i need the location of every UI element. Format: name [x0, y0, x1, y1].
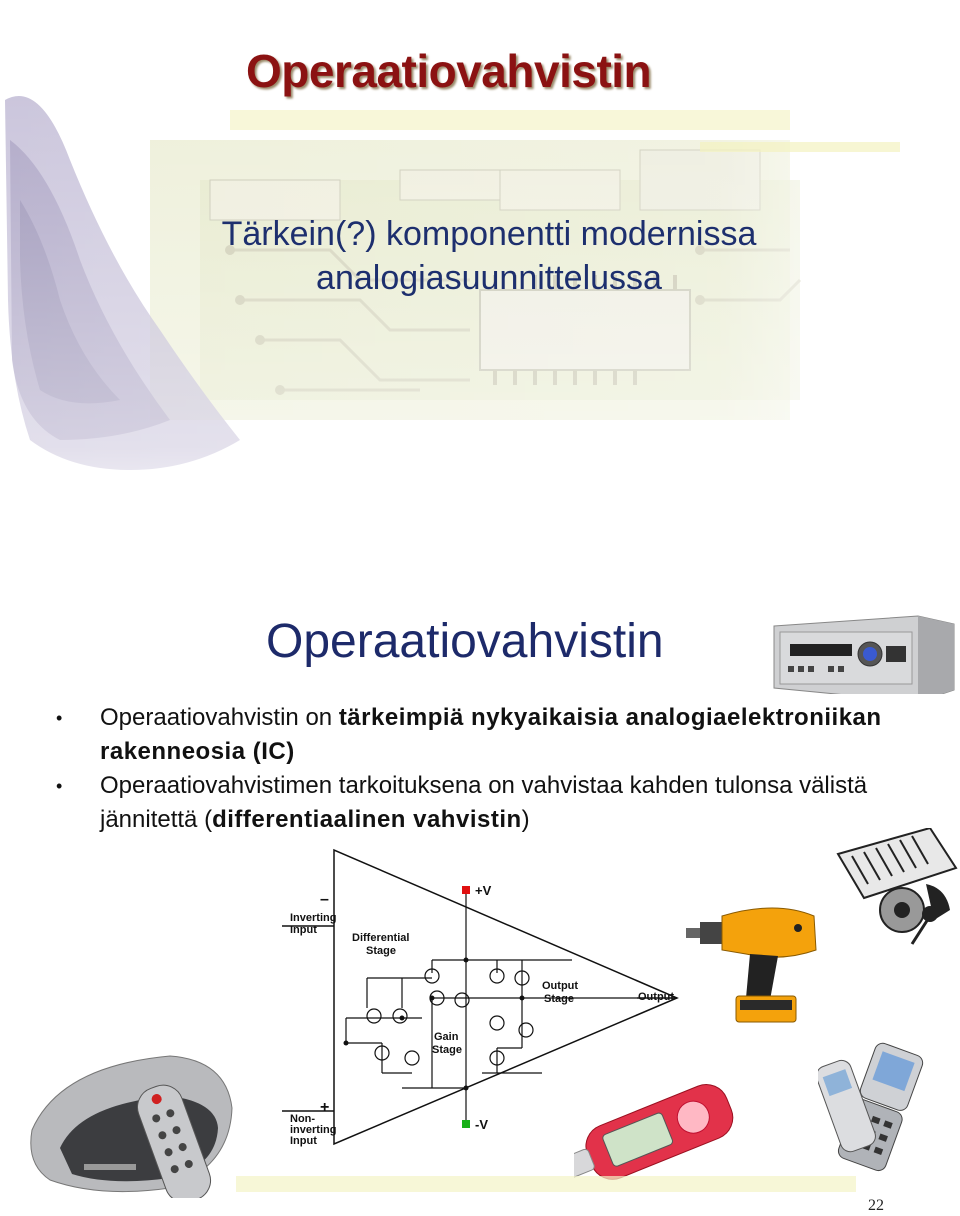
conference-phone-image: [20, 1048, 238, 1198]
mobile-phones-image: [818, 1040, 946, 1175]
bullet-item: • Operaatiovahvistin on tärkeimpiä nykyaikaisia analogiaelektroniikan rakenneosia (IC): [0, 701, 900, 769]
noninverting-label-1: Non-: [290, 1113, 316, 1125]
gain-stage-label-1: Gain: [434, 1031, 459, 1043]
output-stage-label-2: Stage: [544, 993, 574, 1005]
output-stage-label-1: Output: [542, 980, 579, 992]
slide-subtitle: [120, 212, 858, 300]
page-number: 22: [868, 1197, 884, 1214]
subtitle-line-1: Tärkein(?) komponentti modernissa: [221, 215, 757, 253]
decorative-band: [236, 1170, 876, 1200]
inverting-sign: –: [320, 891, 329, 908]
music-instruments-image: [834, 828, 960, 948]
differential-stage-label-2: Stage: [366, 945, 396, 957]
stereo-receiver-image: [768, 610, 958, 710]
bullet-item: • Operaatiovahvistimen tarkoituksena on vahvistaa kahden tulonsa välistä jännitettä (differentiaalinen vahvistin): [0, 769, 900, 837]
output-label: Output: [638, 991, 675, 1003]
negative-rail-marker: [462, 1120, 470, 1128]
inverting-label-1: Inverting: [290, 912, 337, 924]
differential-stage-label-1: Differential: [352, 932, 410, 944]
negative-rail-label: -V: [475, 1117, 488, 1132]
title-slide: [0, 0, 960, 560]
bullet-dot-icon: •: [56, 776, 63, 796]
bullet-dot-icon: •: [56, 708, 63, 728]
noninverting-label-3: Input: [290, 1135, 317, 1147]
noninverting-label-2: inverting: [290, 1124, 337, 1136]
subtitle-line-2: analogiasuunnittelussa: [316, 259, 662, 297]
positive-rail-marker: [462, 886, 470, 894]
section-title: Operaatiovahvistin: [266, 615, 664, 668]
bullet-list: [0, 701, 900, 837]
slide-title: Operaatiovahvistin: [246, 45, 652, 97]
power-drill-image: [686, 900, 826, 1025]
gain-stage-label-2: Stage: [432, 1044, 462, 1056]
positive-rail-label: +V: [475, 883, 492, 898]
inverting-label-2: Input: [290, 924, 317, 936]
noninverting-sign: +: [320, 1099, 330, 1116]
